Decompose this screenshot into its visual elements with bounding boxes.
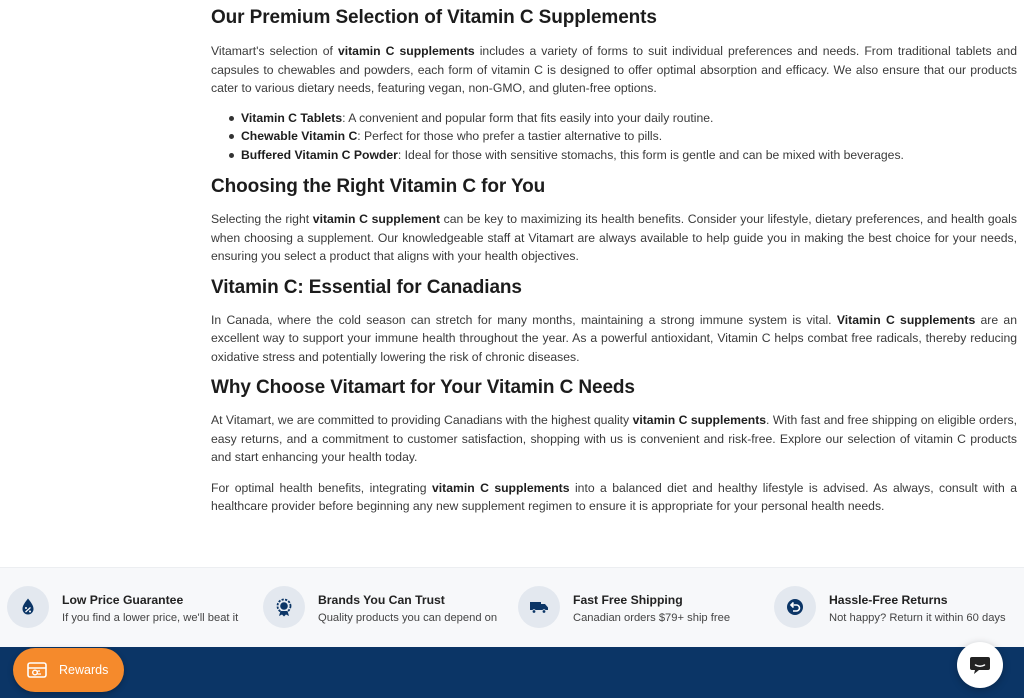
- rewards-button[interactable]: [13, 648, 124, 692]
- section-heading: Choosing the Right Vitamin C for You: [211, 176, 546, 197]
- rewards-label: Rewards: [59, 663, 109, 677]
- features-strip: [0, 567, 1024, 647]
- vitamin-forms-list: [227, 109, 1017, 165]
- feature-subtitle: Canadian orders $79+ ship free: [573, 612, 731, 624]
- section-paragraph: Vitamart's selection of vitamin C supplements includes a variety of forms to suit individual preferences and needs. From traditional tablets and capsules to chewables and powders, each form of vitamin C is designed to offer optimal absorption and efficacy. We also ensure that our products cater to various dietary needs, featuring vegan, non-GMO, and gluten-free options.: [211, 44, 1017, 95]
- section-paragraph: Selecting the right vitamin C supplement can be key to maximizing its health benefits. Consider your lifestyle, dietary preferences, and health goals when choosing a supplement. Our knowledgeable staff at Vitamart are always available to help guide you in making the best choice for your needs, ensuring you select a product that aligns with your health objectives.: [211, 212, 1017, 263]
- feature-subtitle: If you find a lower price, we'll beat it: [62, 612, 239, 624]
- feature-subtitle: Quality products you can depend on: [318, 612, 498, 624]
- footer-bar: [0, 647, 1024, 698]
- list-item: Chewable Vitamin C: Perfect for those who prefer a tastier alternative to pills.: [227, 127, 1017, 146]
- price-tag-percent-icon: [7, 586, 49, 628]
- list-item: Buffered Vitamin C Powder: Ideal for those with sensitive stomachs, this form is gentle and can be mixed with beverages.: [227, 146, 1017, 165]
- feature-title: Brands You Can Trust: [318, 593, 445, 607]
- award-badge-icon: [263, 586, 305, 628]
- chat-bubble-icon: [969, 655, 991, 675]
- list-item: Vitamin C Tablets: A convenient and popular form that fits easily into your daily routine.: [227, 109, 1017, 128]
- feature-title: Low Price Guarantee: [62, 593, 184, 607]
- section-heading: Vitamin C: Essential for Canadians: [211, 276, 522, 298]
- section-heading: Why Choose Vitamart for Your Vitamin C Needs: [211, 377, 635, 398]
- rewards-gift-icon: [25, 658, 49, 682]
- feature-title: Hassle-Free Returns: [829, 593, 948, 607]
- article-content: [211, 0, 1017, 516]
- section-paragraph: In Canada, where the cold season can stretch for many months, maintaining a strong immune system is vital. Vitamin C supplements are an excellent way to support your immune health throughout the year. As a powerful antioxidant, Vitamin C helps combat free radicals, thereby reducing oxidative stress and potentially lowering the risk of chronic diseases.: [211, 312, 1017, 364]
- delivery-truck-icon: [518, 586, 560, 628]
- section-paragraph: At Vitamart, we are committed to providing Canadians with the highest quality vitamin C supplements. With fast and free shipping on eligible orders, easy returns, and a commitment to customer satisfaction, shopping with us is convenient and risk-free. Explore our selection of vitamin C products and start enhancing your health today.: [211, 413, 1017, 464]
- section-heading: Our Premium Selection of Vitamin C Supplements: [211, 7, 657, 28]
- chat-button[interactable]: [957, 642, 1003, 688]
- feature-subtitle: Not happy? Return it within 60 days: [829, 612, 1006, 624]
- return-arrow-icon: [774, 586, 816, 628]
- section-paragraph: For optimal health benefits, integrating vitamin C supplements into a balanced diet and healthy lifestyle is advised. As always, consult with a healthcare provider before beginning any new supplement regimen to ensure it is appropriate for your personal health needs.: [211, 480, 1017, 513]
- feature-title: Fast Free Shipping: [573, 593, 683, 607]
